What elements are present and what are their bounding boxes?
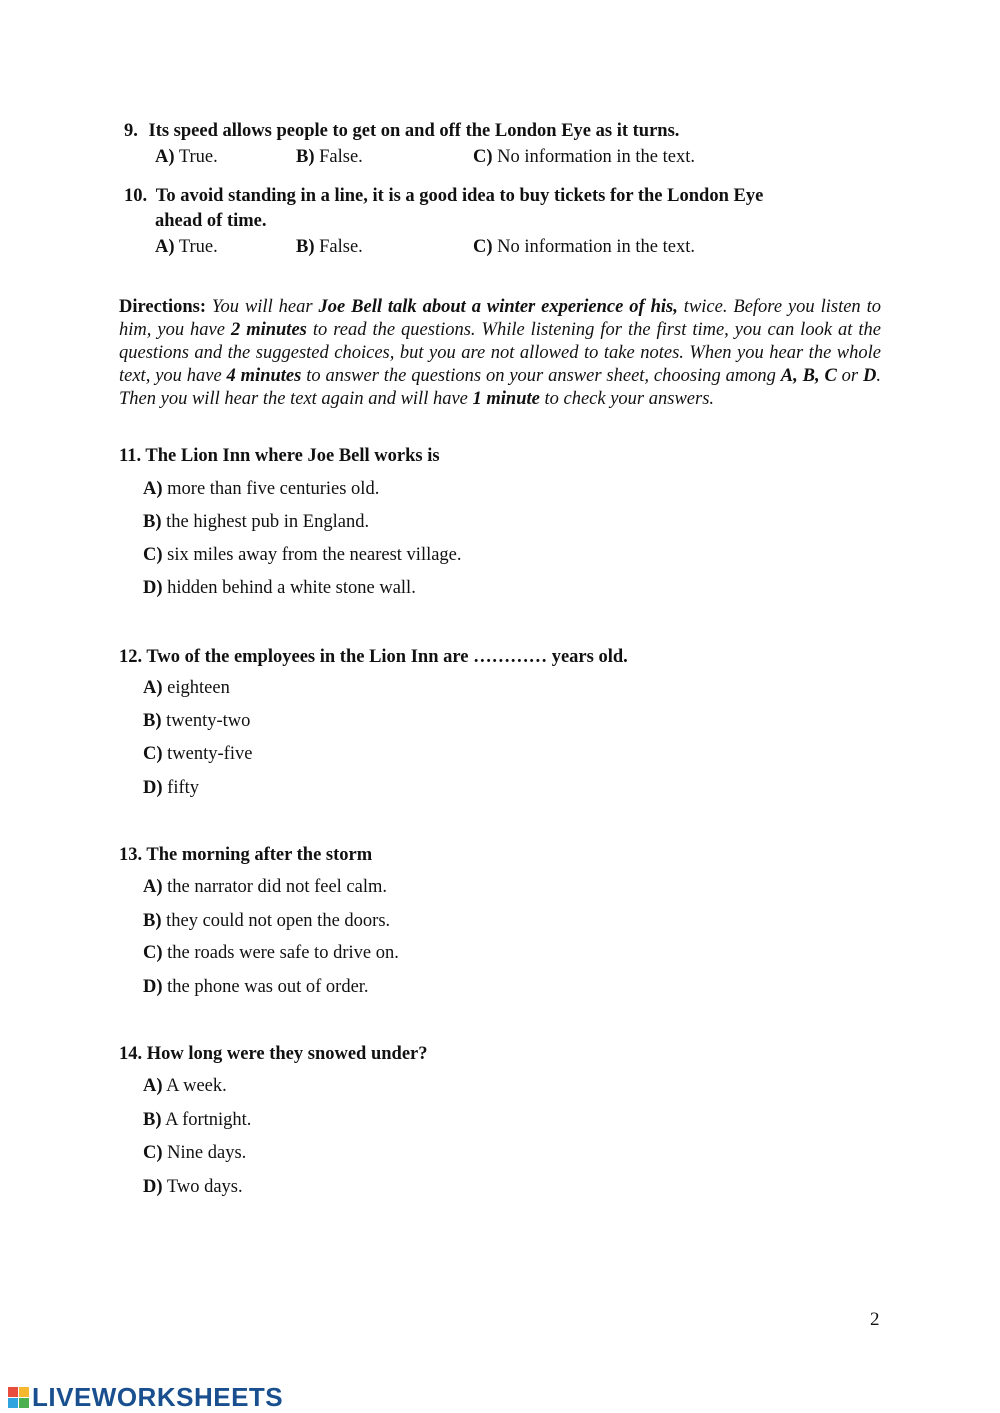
logo-block-red — [8, 1387, 18, 1397]
question-12-option-d[interactable]: D) fifty — [143, 778, 200, 798]
logo-block-yellow — [19, 1387, 29, 1397]
question-12-option-b[interactable]: B) twenty-two — [143, 711, 251, 731]
question-12-option-c[interactable]: C) twenty-five — [143, 744, 253, 764]
question-9-option-c[interactable]: C) No information in the text. — [473, 147, 695, 167]
liveworksheets-logo — [8, 1382, 283, 1412]
question-10-text-line1: To avoid standing in a line, it is a good idea to buy tickets for the London Eye — [155, 186, 764, 206]
logo-block-blue — [8, 1398, 18, 1408]
question-10-option-b[interactable]: B) False. — [296, 237, 363, 257]
question-14-option-a[interactable]: A) A week. — [143, 1076, 227, 1096]
question-9-title — [124, 120, 679, 143]
logo-blocks-icon — [8, 1387, 29, 1408]
logo-text: LIVEWORKSHEETS — [32, 1381, 284, 1412]
question-11-option-c[interactable]: C) six miles away from the nearest village. — [143, 545, 462, 565]
question-11-option-d[interactable]: D) hidden behind a white stone wall. — [143, 578, 416, 598]
question-12-title: 12. Two of the employees in the Lion Inn are ………… years old. — [119, 647, 628, 667]
question-9-text: Its speed allows people to get on and off the London Eye as it turns. — [148, 121, 680, 141]
question-10-number: 10. — [124, 186, 148, 206]
question-9-number: 9. — [124, 121, 138, 141]
question-10-text-line2: ahead of time. — [155, 211, 267, 231]
question-14-option-c[interactable]: C) Nine days. — [143, 1143, 247, 1163]
question-14-title: 14. How long were they snowed under? — [119, 1044, 428, 1064]
question-11-option-b[interactable]: B) the highest pub in England. — [143, 512, 370, 532]
question-14-option-d[interactable]: D) Two days. — [143, 1177, 243, 1197]
directions-label: Directions: — [119, 297, 206, 317]
page-number: 2 — [870, 1309, 880, 1330]
question-10-title — [124, 185, 763, 208]
question-12-option-a[interactable]: A) eighteen — [143, 678, 230, 698]
logo-block-green — [19, 1398, 29, 1408]
question-14-option-b[interactable]: B) A fortnight. — [143, 1110, 252, 1130]
question-13-option-b[interactable]: B) they could not open the doors. — [143, 911, 391, 931]
question-11-option-a[interactable]: A) more than five centuries old. — [143, 479, 380, 499]
question-13-option-c[interactable]: C) the roads were safe to drive on. — [143, 943, 399, 963]
question-10-option-c[interactable]: C) No information in the text. — [473, 237, 695, 257]
question-9-option-a[interactable]: A) True. — [155, 147, 218, 167]
question-10-option-a[interactable]: A) True. — [155, 237, 218, 257]
directions-paragraph: Directions: You will hear Joe Bell talk about a winter experience of his, twice. Before you listen to him, you have 2 minutes to read the questions. While listening for the first time, you can look at the questions and the suggested choices, but you are not allowed to take notes. When you hear the whole text, you have 4 minutes to answer the questions on your answer sheet, choosing among A, B, C or D. Then you will hear the text again and will have 1 minute to check your answers. — [119, 297, 882, 409]
question-13-option-d[interactable]: D) the phone was out of order. — [143, 977, 369, 997]
question-11-title: 11. The Lion Inn where Joe Bell works is — [119, 446, 440, 466]
question-9-option-b[interactable]: B) False. — [296, 147, 363, 167]
question-13-option-a[interactable]: A) the narrator did not feel calm. — [143, 877, 388, 897]
question-13-title: 13. The morning after the storm — [119, 845, 373, 865]
